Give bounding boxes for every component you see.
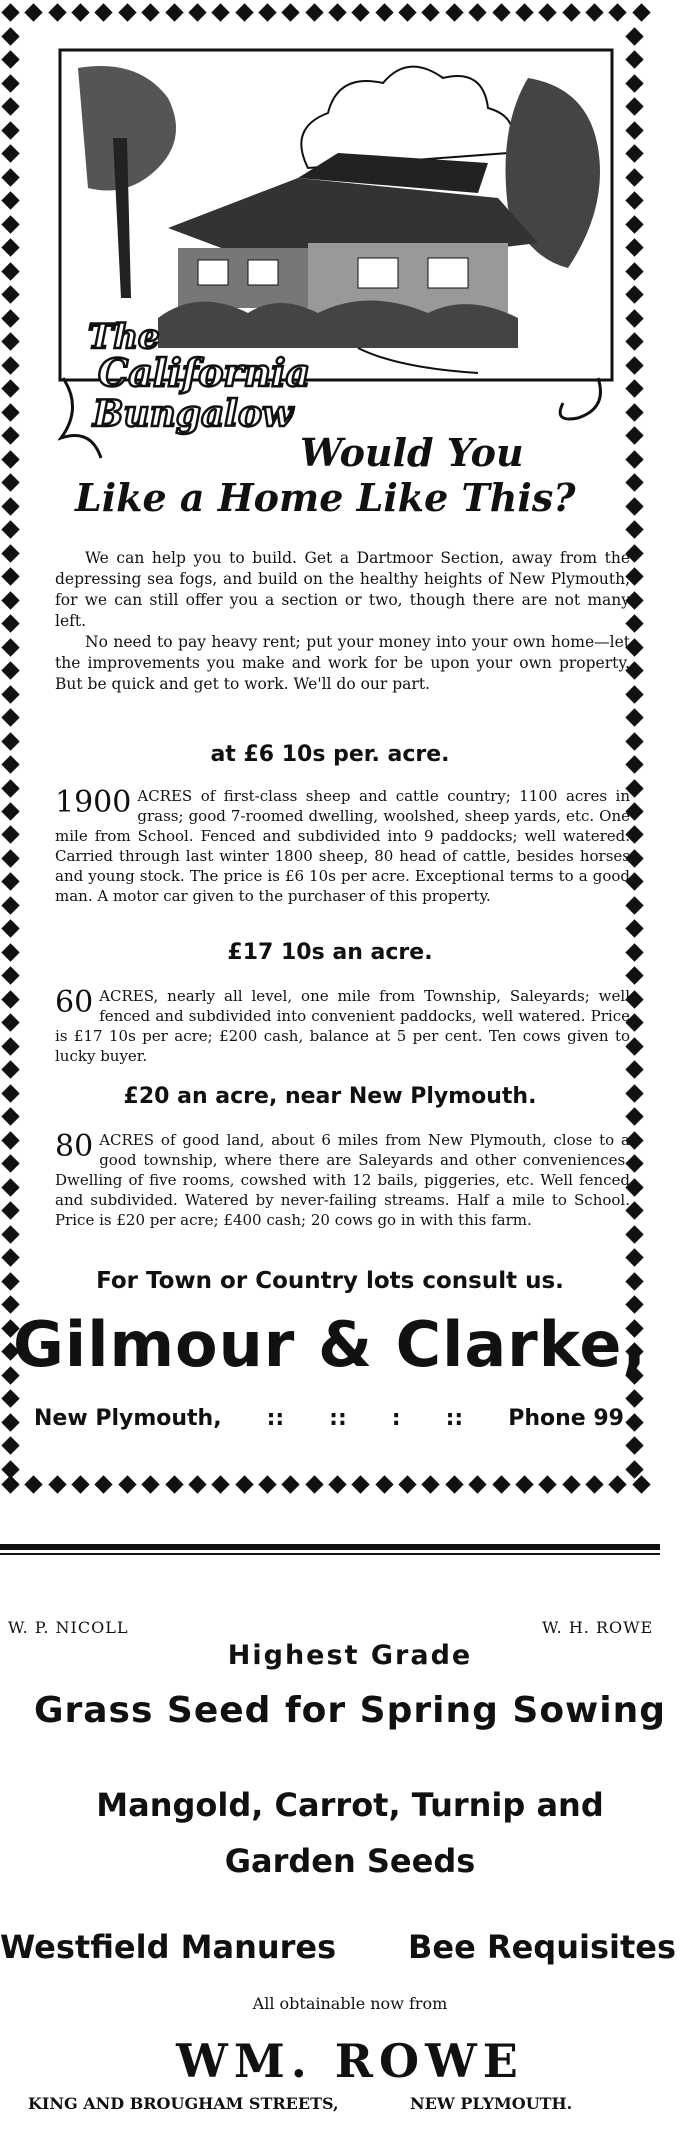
- firm-name: Gilmour & Clarke,: [13, 1308, 647, 1381]
- border-diamond: [625, 967, 643, 985]
- border-diamond: [1, 826, 19, 844]
- border-diamond: [25, 3, 43, 21]
- border-diamond: [1, 1155, 19, 1173]
- intro-text: [55, 548, 630, 695]
- border-diamond: [625, 708, 643, 726]
- border-diamond: [398, 3, 416, 21]
- border-diamond: [118, 1475, 136, 1493]
- border-diamond: [1, 520, 19, 538]
- border-diamond: [1, 1248, 19, 1266]
- listing-2-acreage: 60: [55, 985, 94, 1020]
- border-diamond: [625, 1108, 643, 1126]
- separator: :: [391, 1406, 401, 1431]
- border-diamond: [1, 591, 19, 609]
- border-diamond: [1, 685, 19, 703]
- border-diamond: [1, 450, 19, 468]
- listing-1-price-heading: at £6 10s per. acre.: [210, 742, 450, 767]
- border-diamond: [492, 3, 510, 21]
- border-diamond: [352, 3, 370, 21]
- border-diamond: [1, 121, 19, 139]
- border-diamond: [1, 849, 19, 867]
- border-diamond: [625, 520, 643, 538]
- street-address: KING AND BROUGHAM STREETS,: [28, 2094, 339, 2113]
- border-diamond: [1, 215, 19, 233]
- border-diamond: [1, 474, 19, 492]
- border-diamond: [71, 1475, 89, 1493]
- border-diamond: [95, 1475, 113, 1493]
- border-diamond: [1, 262, 19, 280]
- border-diamond: [625, 27, 643, 45]
- border-diamond: [625, 1460, 643, 1478]
- border-diamond: [165, 1475, 183, 1493]
- intro-paragraph-2: No need to pay heavy rent; put your money into your own home—let the improvements you make and work for be upon your own property. But be quick and get to work. We'll do our part.: [55, 633, 630, 693]
- border-diamond: [625, 239, 643, 257]
- manures-text: Westfield Manures: [0, 1928, 337, 1966]
- border-diamond: [1, 1460, 19, 1478]
- location-text: New Plymouth,: [34, 1406, 222, 1431]
- listing-1: [55, 786, 630, 906]
- border-diamond: [1, 168, 19, 186]
- proprietor-left: W. P. NICOLL: [8, 1618, 129, 1637]
- border-diamond: [609, 3, 627, 21]
- obtainable-line: All obtainable now from: [252, 1994, 448, 2013]
- border-diamond: [282, 1475, 300, 1493]
- border-diamond: [212, 3, 230, 21]
- border-diamond: [1, 427, 19, 445]
- border-diamond: [539, 3, 557, 21]
- border-diamond: [1, 1413, 19, 1431]
- border-diamond: [1, 286, 19, 304]
- border-diamond: [188, 3, 206, 21]
- border-diamond: [282, 3, 300, 21]
- border-diamond: [1, 356, 19, 374]
- border-diamond: [48, 3, 66, 21]
- border-diamond: [1, 779, 19, 797]
- border-diamond: [625, 145, 643, 163]
- border-diamond: [71, 3, 89, 21]
- border-diamond: [1, 403, 19, 421]
- border-diamond: [328, 3, 346, 21]
- border-diamond: [1, 544, 19, 562]
- seeds-line-1: Mangold, Carrot, Turnip and: [96, 1786, 604, 1824]
- border-diamond: [625, 1248, 643, 1266]
- border-diamond: [258, 1475, 276, 1493]
- border-diamond: [352, 1475, 370, 1493]
- headline-line-1: Would You: [300, 430, 524, 475]
- border-diamond: [625, 920, 643, 938]
- border-diamond: [1, 638, 19, 656]
- border-diamond: [422, 1475, 440, 1493]
- listing-2-price-heading: £17 10s an acre.: [227, 940, 433, 965]
- border-diamond: [1, 802, 19, 820]
- border-diamond: [445, 1475, 463, 1493]
- grade-line: Highest Grade: [227, 1640, 473, 1671]
- consult-line: For Town or Country lots consult us.: [96, 1268, 564, 1294]
- border-diamond: [445, 3, 463, 21]
- border-diamond: [1, 380, 19, 398]
- border-diamond: [1, 1014, 19, 1032]
- border-diamond: [1, 990, 19, 1008]
- border-diamond: [515, 3, 533, 21]
- border-diamond: [609, 1475, 627, 1493]
- svg-text:California: California: [98, 350, 311, 395]
- border-diamond: [328, 1475, 346, 1493]
- border-diamond: [118, 3, 136, 21]
- border-diamond: [1, 1225, 19, 1243]
- border-diamond: [1, 873, 19, 891]
- border-diamond: [1, 51, 19, 69]
- border-diamond: [585, 1475, 603, 1493]
- border-diamond: [375, 3, 393, 21]
- border-diamond: [188, 1475, 206, 1493]
- border-diamond: [1, 1108, 19, 1126]
- border-diamond: [235, 1475, 253, 1493]
- border-diamond: [1, 661, 19, 679]
- border-diamond: [1, 1178, 19, 1196]
- border-diamond: [1, 1389, 19, 1407]
- border-diamond: [1, 239, 19, 257]
- phone-number: Phone 99: [508, 1406, 624, 1431]
- border-diamond: [1, 967, 19, 985]
- listing-2-description: ACRES, nearly all level, one mile from Township, Saleyards; well fenced and subdivided into convenient paddocks, well watered. Price is £17 10s per acre; £200 cash, balance at 5 per cent. Ten cows given to lucky buyer.: [55, 987, 630, 1065]
- border-diamond: [562, 3, 580, 21]
- listing-3-description: ACRES of good land, about 6 miles from New Plymouth, close to a good township, where there are Saleyards and other conveniences. Dwelling of five rooms, cowshed with 12 bails, piggeries, etc. Well fenced and subdivided. Watered by never-failing streams. Half a mile to School. Price is £20 per acre; £400 cash; 20 cows go in with this farm.: [55, 1131, 630, 1229]
- border-diamond: [625, 474, 643, 492]
- listing-2: [55, 986, 630, 1066]
- listing-3-acreage: 80: [55, 1129, 94, 1164]
- proprietor-right: W. H. ROWE: [542, 1618, 654, 1637]
- listing-3-price-heading: £20 an acre, near New Plymouth.: [123, 1084, 537, 1109]
- border-diamond: [625, 192, 643, 210]
- svg-text:The: The: [88, 317, 160, 357]
- border-diamond: [625, 98, 643, 116]
- border-diamond: [1, 98, 19, 116]
- border-diamond: [468, 3, 486, 21]
- border-diamond: [1, 896, 19, 914]
- intro-paragraph-1: We can help you to build. Get a Dartmoor Section, away from the depressing sea fogs, and build on the healthy heights of New Plymouth, for we can still offer you a section or two, though there are not many left.: [55, 549, 630, 630]
- border-diamond: [1, 920, 19, 938]
- border-diamond: [562, 1475, 580, 1493]
- border-diamond: [141, 1475, 159, 1493]
- separator: ::: [445, 1406, 464, 1431]
- border-diamond: [625, 309, 643, 327]
- separator: ::: [266, 1406, 285, 1431]
- border-diamond: [1, 145, 19, 163]
- border-diamond: [1, 309, 19, 327]
- bungalow-illustration: [58, 48, 614, 468]
- border-diamond: [1, 1037, 19, 1055]
- listing-1-acreage: 1900: [55, 785, 132, 820]
- border-diamond: [625, 215, 643, 233]
- border-diamond: [1, 1202, 19, 1220]
- border-diamond: [398, 1475, 416, 1493]
- border-diamond: [1, 74, 19, 92]
- border-diamond: [1, 567, 19, 585]
- merchant-name: WM. ROWE: [176, 2034, 524, 2088]
- border-diamond: [25, 1475, 43, 1493]
- border-diamond: [1, 1061, 19, 1079]
- border-diamond: [625, 51, 643, 69]
- border-diamond: [625, 168, 643, 186]
- border-diamond: [632, 3, 650, 21]
- bee-requisites-text: Bee Requisites: [408, 1928, 676, 1966]
- border-diamond: [1, 1131, 19, 1149]
- seeds-line-2: Garden Seeds: [224, 1842, 476, 1880]
- border-diamond: [625, 356, 643, 374]
- border-diamond: [625, 286, 643, 304]
- border-diamond: [375, 1475, 393, 1493]
- border-diamond: [235, 3, 253, 21]
- border-diamond: [585, 3, 603, 21]
- border-diamond: [165, 3, 183, 21]
- border-diamond: [468, 1475, 486, 1493]
- headline-line-2: Like a Home Like This?: [75, 475, 576, 520]
- border-diamond: [625, 1413, 643, 1431]
- border-diamond: [212, 1475, 230, 1493]
- border-diamond: [95, 3, 113, 21]
- border-diamond: [492, 1475, 510, 1493]
- border-diamond: [625, 403, 643, 421]
- contact-row: [34, 1406, 624, 1431]
- border-diamond: [1, 497, 19, 515]
- border-diamond: [625, 427, 643, 445]
- section-divider-thick: [0, 1544, 660, 1550]
- border-diamond: [625, 262, 643, 280]
- listing-3: [55, 1130, 630, 1230]
- town-name: NEW PLYMOUTH.: [410, 2094, 573, 2113]
- border-diamond: [539, 1475, 557, 1493]
- diamond-border-bottom: [4, 1478, 648, 1498]
- grass-seed-line: Grass Seed for Spring Sowing: [33, 1690, 667, 1731]
- border-diamond: [625, 1436, 643, 1454]
- border-diamond: [48, 1475, 66, 1493]
- border-diamond: [625, 74, 643, 92]
- border-diamond: [1, 3, 19, 21]
- border-diamond: [625, 497, 643, 515]
- diamond-border-top: [4, 6, 648, 26]
- section-divider-thin: [0, 1553, 660, 1555]
- border-diamond: [1, 614, 19, 632]
- border-diamond: [305, 3, 323, 21]
- border-diamond: [625, 121, 643, 139]
- border-diamond: [1, 1436, 19, 1454]
- border-diamond: [1, 708, 19, 726]
- border-diamond: [515, 1475, 533, 1493]
- separator: ::: [329, 1406, 347, 1431]
- border-diamond: [1, 192, 19, 210]
- border-diamond: [1, 333, 19, 351]
- border-diamond: [625, 1389, 643, 1407]
- border-diamond: [141, 3, 159, 21]
- border-diamond: [1, 27, 19, 45]
- border-diamond: [625, 380, 643, 398]
- svg-text:Bungalow: Bungalow: [93, 393, 293, 435]
- listing-1-description: ACRES of first-class sheep and cattle country; 1100 acres in grass; good 7-roomed dwelling, woolshed, sheep yards, etc. One mile from School. Fenced and subdivided into 9 paddocks; well watered. Carried through last winter 1800 sheep, 80 head of cattle, besides horses and young stock. The price is £6 10s per acre. Exceptional terms to a good man. A motor car given to the purchaser of this property.: [55, 787, 630, 905]
- border-diamond: [258, 3, 276, 21]
- border-diamond: [305, 1475, 323, 1493]
- border-diamond: [625, 450, 643, 468]
- border-diamond: [625, 333, 643, 351]
- border-diamond: [422, 3, 440, 21]
